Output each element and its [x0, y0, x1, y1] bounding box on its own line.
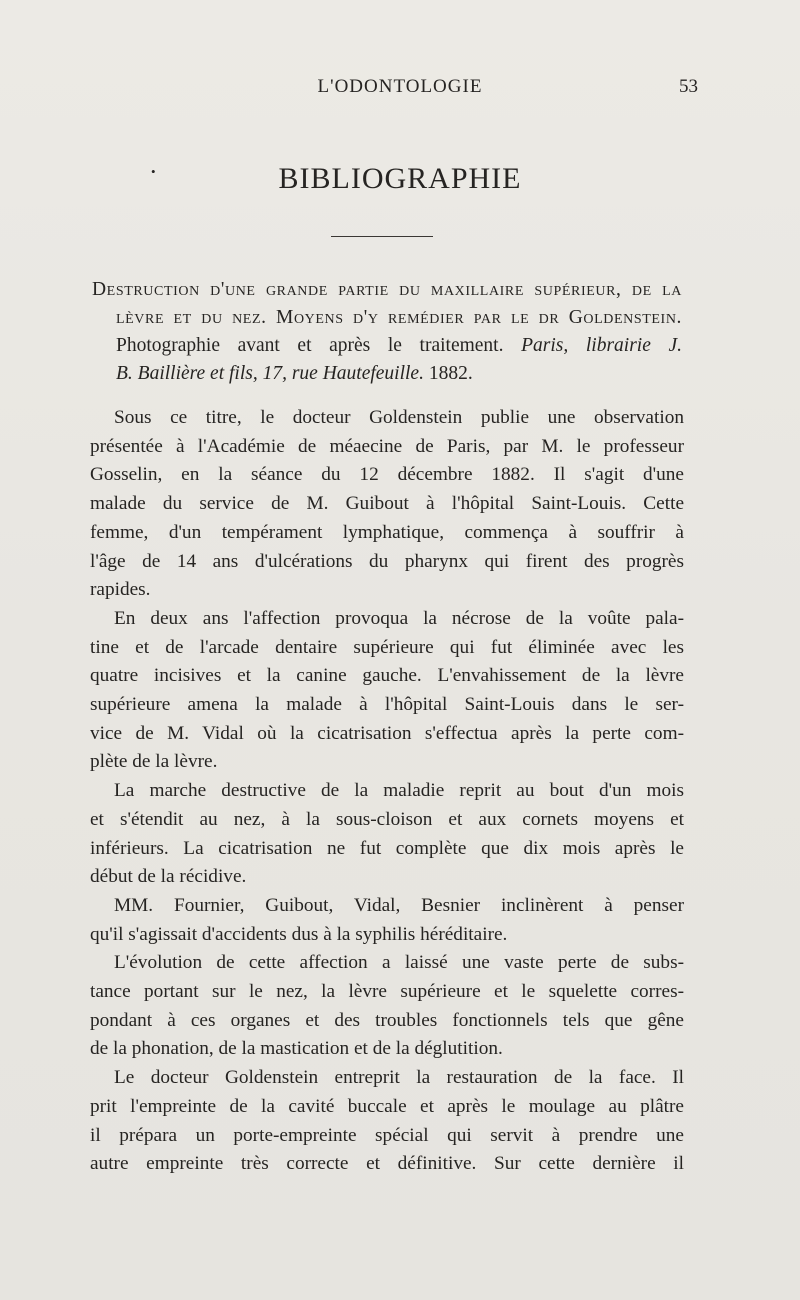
text-line: En deux ans l'affection provoqua la nécrose de la voûte pala-: [114, 607, 684, 629]
section-title: BIBLIOGRAPHIE: [278, 162, 522, 195]
text-line: malade du service de M. Guibout à l'hôpital Saint-Louis. Cette: [90, 493, 684, 515]
bibliographic-reference: [92, 276, 682, 388]
text-line: début de la récidive.: [90, 866, 247, 888]
text-line: l'âge de 14 ans d'ulcérations du pharynx qui firent des progrès: [90, 550, 684, 572]
paragraph: [90, 949, 684, 1064]
text-line: tine et de l'arcade dentaire supérieure qui fut éliminée avec les: [90, 636, 684, 658]
article-body: [90, 404, 684, 1179]
text-line: plète de la lèvre.: [90, 751, 218, 773]
paragraph: [90, 777, 684, 892]
reference-line: [92, 360, 682, 388]
text-line: MM. Fournier, Guibout, Vidal, Besnier inclinèrent à penser: [114, 894, 684, 916]
text-line: autre empreinte très correcte et définitive. Sur cette dernière il: [90, 1153, 684, 1175]
text-line: tance portant sur le nez, la lèvre supérieure et le squelette corres-: [90, 981, 684, 1003]
text-line: qu'il s'agissait d'accidents dus à la syphilis héréditaire.: [90, 923, 508, 945]
text-line: présentée à l'Académie de méaecine de Paris, par M. le professeur: [90, 435, 684, 457]
text-line: rapides.: [90, 579, 151, 601]
text-line: inférieurs. La cicatrisation ne fut complète que dix mois après le: [90, 837, 684, 859]
paragraph: [90, 892, 684, 949]
reference-heading-line: lèvre et du nez. Moyens d'y remédier par le dr Goldenstein.: [116, 307, 682, 328]
text-line: de la phonation, de la mastication et de la déglutition.: [90, 1038, 503, 1060]
reference-place: Paris, librairie J.: [521, 335, 682, 356]
text-line: il prépara un porte-empreinte spécial qui servit à prendre une: [90, 1124, 684, 1146]
text-line: quatre incisives et la canine gauche. L'envahissement de la lèvre: [90, 665, 684, 687]
paragraph: [90, 605, 684, 777]
text-line: Le docteur Goldenstein entreprit la restauration de la face. Il: [114, 1067, 684, 1089]
text-line: vice de M. Vidal où la cicatrisation s'effectua après la perte com-: [90, 722, 684, 744]
title-mark: •: [151, 164, 156, 179]
paragraph: [90, 404, 684, 605]
reference-caption: Photographie avant et après le traitement.: [116, 335, 504, 356]
page-number: 53: [679, 76, 698, 97]
text-line: La marche destructive de la maladie reprit au bout d'un mois: [114, 780, 684, 802]
reference-year: 1882.: [428, 363, 473, 384]
text-line: Gosselin, en la séance du 12 décembre 1882. Il s'agit d'une: [90, 464, 684, 486]
text-line: supérieure amena la malade à l'hôpital Saint-Louis dans le ser-: [90, 694, 684, 716]
text-line: Sous ce titre, le docteur Goldenstein publie une observation: [114, 407, 684, 428]
reference-details: [92, 332, 682, 388]
reference-publisher: B. Baillière et fils, 17, rue Hautefeuille.: [116, 363, 424, 384]
title-rule: [331, 236, 433, 237]
text-line: et s'étendit au nez, à la sous-cloison et aux cornets moyens et: [90, 808, 684, 830]
text-line: L'évolution de cette affection a laissé une vaste perte de subs-: [114, 952, 684, 974]
paragraph: [90, 1064, 684, 1179]
running-title: L'ODONTOLOGIE: [317, 76, 483, 97]
reference-heading-line: Destruction d'une grande partie du maxillaire supérieur, de la: [92, 279, 682, 300]
reference-line: [92, 332, 682, 360]
text-line: pondant à ces organes et des troubles fonctionnels tels que gêne: [90, 1009, 684, 1031]
text-line: femme, d'un tempérament lymphatique, commença à souffrir à: [90, 521, 684, 543]
running-head: [0, 76, 800, 100]
reference-heading: [92, 276, 682, 332]
text-line: prit l'empreinte de la cavité buccale et après le moulage au plâtre: [90, 1095, 684, 1117]
